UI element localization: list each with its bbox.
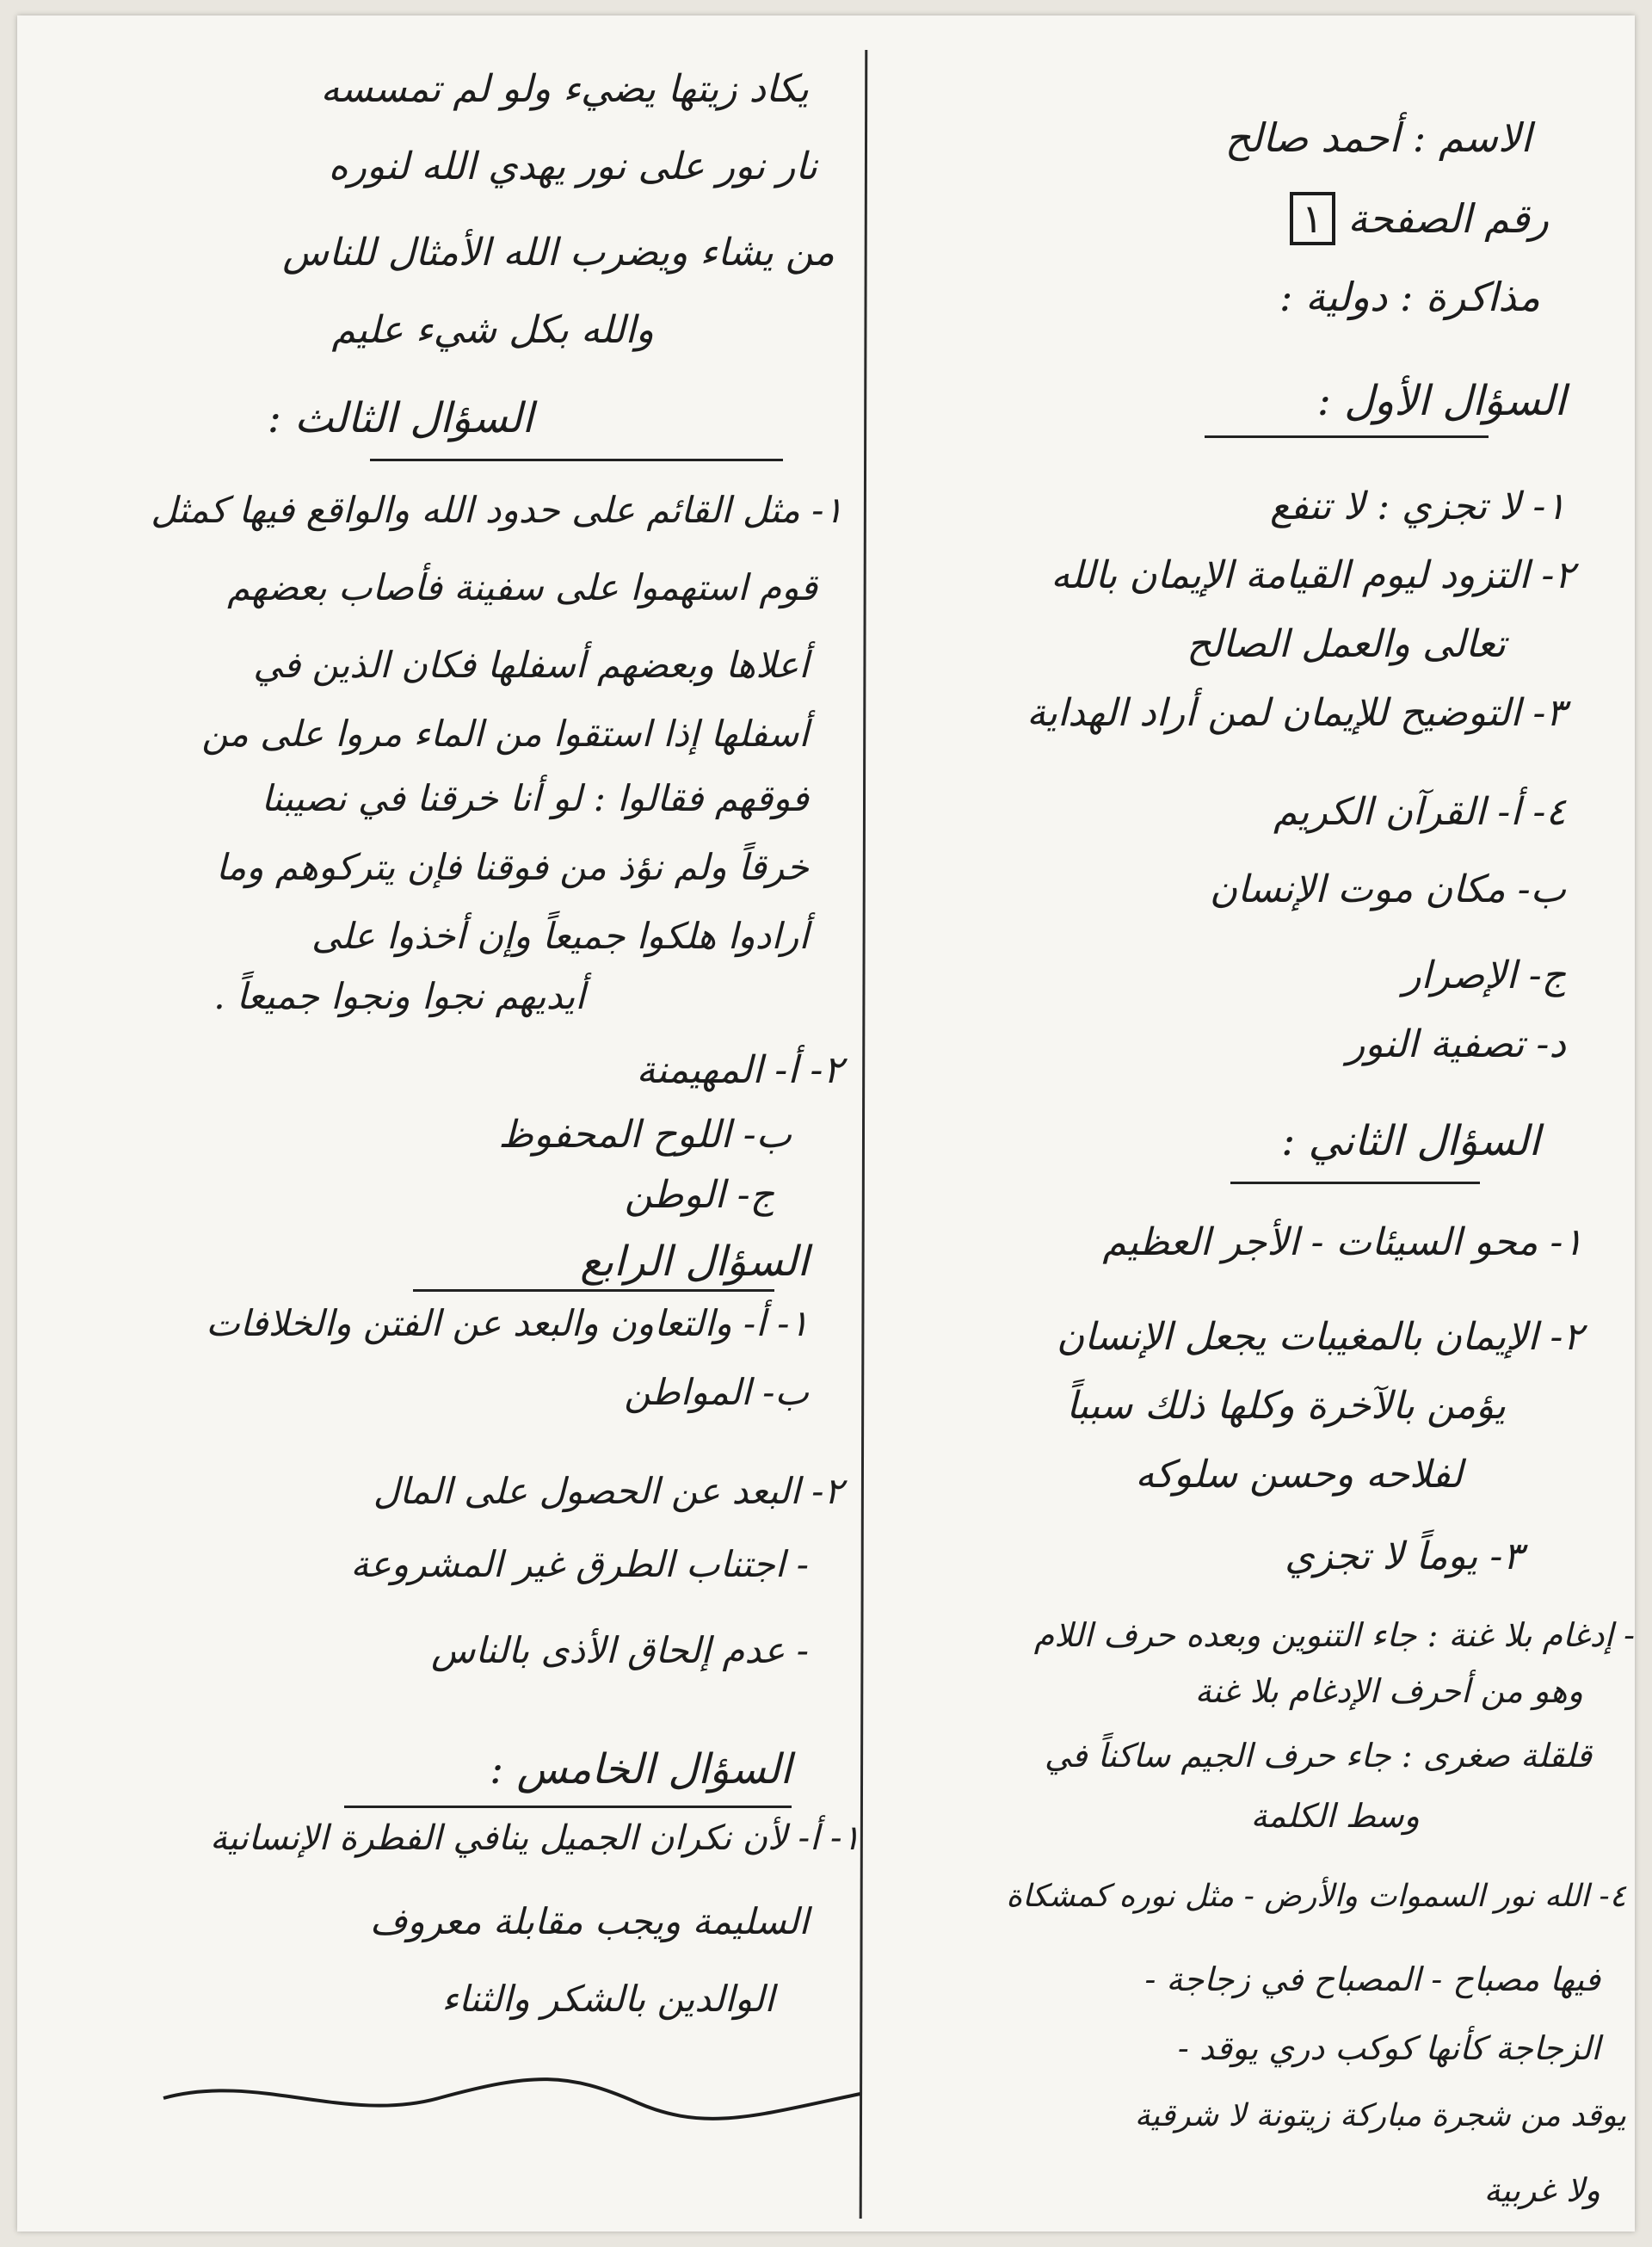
q2-heading: السؤال الثاني : [1281, 1117, 1540, 1165]
q1-line: ج- الإصرار [1402, 954, 1566, 997]
q5-line: ١- أ- لأن نكران الجميل ينافي الفطرة الإنسانية [209, 1818, 860, 1858]
q2-line: قلقلة صغرى : جاء حرف الجيم ساكناً في [1044, 1737, 1592, 1775]
heading-underline [344, 1806, 792, 1808]
q2-line: فيها مصباح - المصباح في زجاجة - [1144, 1960, 1600, 1998]
q2-line: وهو من أحرف الإدغام بلا غنة [1194, 1672, 1583, 1710]
q2-line: ولا غربية [1483, 2171, 1600, 2209]
q3-part2-line: ٢- أ- المهيمنة [636, 1048, 843, 1092]
q1-line: ٣- التوضيح للإيمان لمن أراد الهداية [1026, 691, 1566, 735]
q3-part2-line: ب- اللوح المحفوظ [498, 1113, 792, 1157]
q1-line: تعالى والعمل الصالح [1187, 622, 1506, 666]
verse-line: نار نور على نور يهدي الله لنوره [328, 145, 817, 188]
q1-line: ٤- أ- القرآن الكريم [1273, 790, 1566, 834]
q1-heading: السؤال الأول : [1316, 377, 1566, 425]
seat-line [1281, 192, 1549, 245]
end-squiggle [155, 2064, 878, 2133]
q4-line: ب- المواطن [624, 1371, 809, 1413]
q3-answer-line: خرقاً ولم نؤذ من فوقنا فإن يتركوهم وما [215, 846, 809, 888]
q2-line: - إدغام بلا غنة : جاء التنوين وبعده حرف اللام [1033, 1616, 1635, 1654]
heading-underline [1230, 1182, 1480, 1184]
q4-heading: السؤال الرابع [580, 1238, 809, 1286]
q3-answer-line: أعلاها وبعضهم أسفلها فكان الذين في [253, 644, 809, 686]
q2-line: ٤- الله نور السموات والأرض - مثل نوره كمشكاة [1006, 1879, 1626, 1914]
verse-line: يكاد زيتها يضيء ولو لم تمسسه [320, 67, 809, 111]
q1-line: ١- لا تجزي : لا تنفع [1269, 485, 1566, 528]
q5-line: السليمة ويجب مقابلة معروف [369, 1900, 809, 1942]
q4-line: ١- أ- والتعاون والبعد عن الفتن والخلافات [206, 1302, 809, 1344]
seat-label: رقم الصفحة [1347, 195, 1549, 242]
heading-underline [370, 459, 783, 461]
answer-sheet [17, 15, 1635, 2232]
q2-line: لفلاحه وحسن سلوكه [1135, 1453, 1463, 1497]
q2-line: وسط الكلمة [1250, 1797, 1420, 1835]
heading-underline [413, 1289, 774, 1292]
verse-line: والله بكل شيء عليم [331, 308, 654, 352]
q4-line: ٢- البعد عن الحصول على المال [373, 1470, 843, 1512]
seat-number-box: ١ [1290, 192, 1335, 245]
q3-heading: السؤال الثالث : [267, 394, 533, 442]
q3-part2-line: ج- الوطن [624, 1173, 774, 1217]
q3-answer-line: أيديهم نجوا ونجوا جميعاً . [213, 975, 585, 1017]
q3-answer-line: أسفلها إذا استقوا من الماء مروا على من [201, 713, 809, 755]
q5-line: الوالدين بالشكر والثناء [441, 1978, 774, 2020]
q3-answer-line: فوقهم فقالوا : لو أنا خرقنا في نصيبنا [261, 777, 809, 819]
heading-underline [1205, 435, 1489, 438]
q4-line: - اجتناب الطرق غير المشروعة [350, 1543, 809, 1585]
q2-line: ٣- يوماً لا تجزي [1285, 1534, 1523, 1578]
q2-line: ١- محو السيئات - الأجر العظيم [1102, 1220, 1583, 1264]
q4-line: - عدم إلحاق الأذى بالناس [431, 1629, 809, 1671]
q2-line: يؤمن بالآخرة وكلها ذلك سبباً [1066, 1384, 1506, 1428]
q2-line: ٢- الإيمان بالمغيبات يجعل الإنسان [1056, 1315, 1583, 1359]
q3-answer-line: أرادوا هلكوا جميعاً وإن أخذوا على [311, 915, 809, 957]
q3-answer-line: قوم استهموا على سفينة فأصاب بعضهم [227, 566, 817, 608]
q2-line: يوقد من شجرة مباركة زيتونة لا شرقية [1134, 2098, 1626, 2133]
q3-answer-line: ١- مثل القائم على حدود الله والواقع فيها كمثل [151, 489, 843, 531]
right-column [886, 15, 1635, 2232]
column-divider [860, 50, 868, 2219]
q2-line: الزجاجة كأنها كوكب دري يوقد - [1177, 2029, 1600, 2067]
q5-heading: السؤال الخامس : [490, 1745, 792, 1793]
q1-line: ب- مكان موت الإنسان [1209, 867, 1566, 911]
subject-line: مذاكرة : دولية : [1279, 274, 1540, 320]
q1-line: د- تصفية النور [1347, 1022, 1566, 1066]
left-column [43, 15, 860, 2232]
name-line: الاسم : أحمد صالح [1224, 114, 1532, 161]
verse-line: من يشاء ويضرب الله الأمثال للناس [282, 231, 835, 275]
q1-line: ٢- التزود ليوم القيامة الإيمان بالله [1051, 553, 1575, 597]
